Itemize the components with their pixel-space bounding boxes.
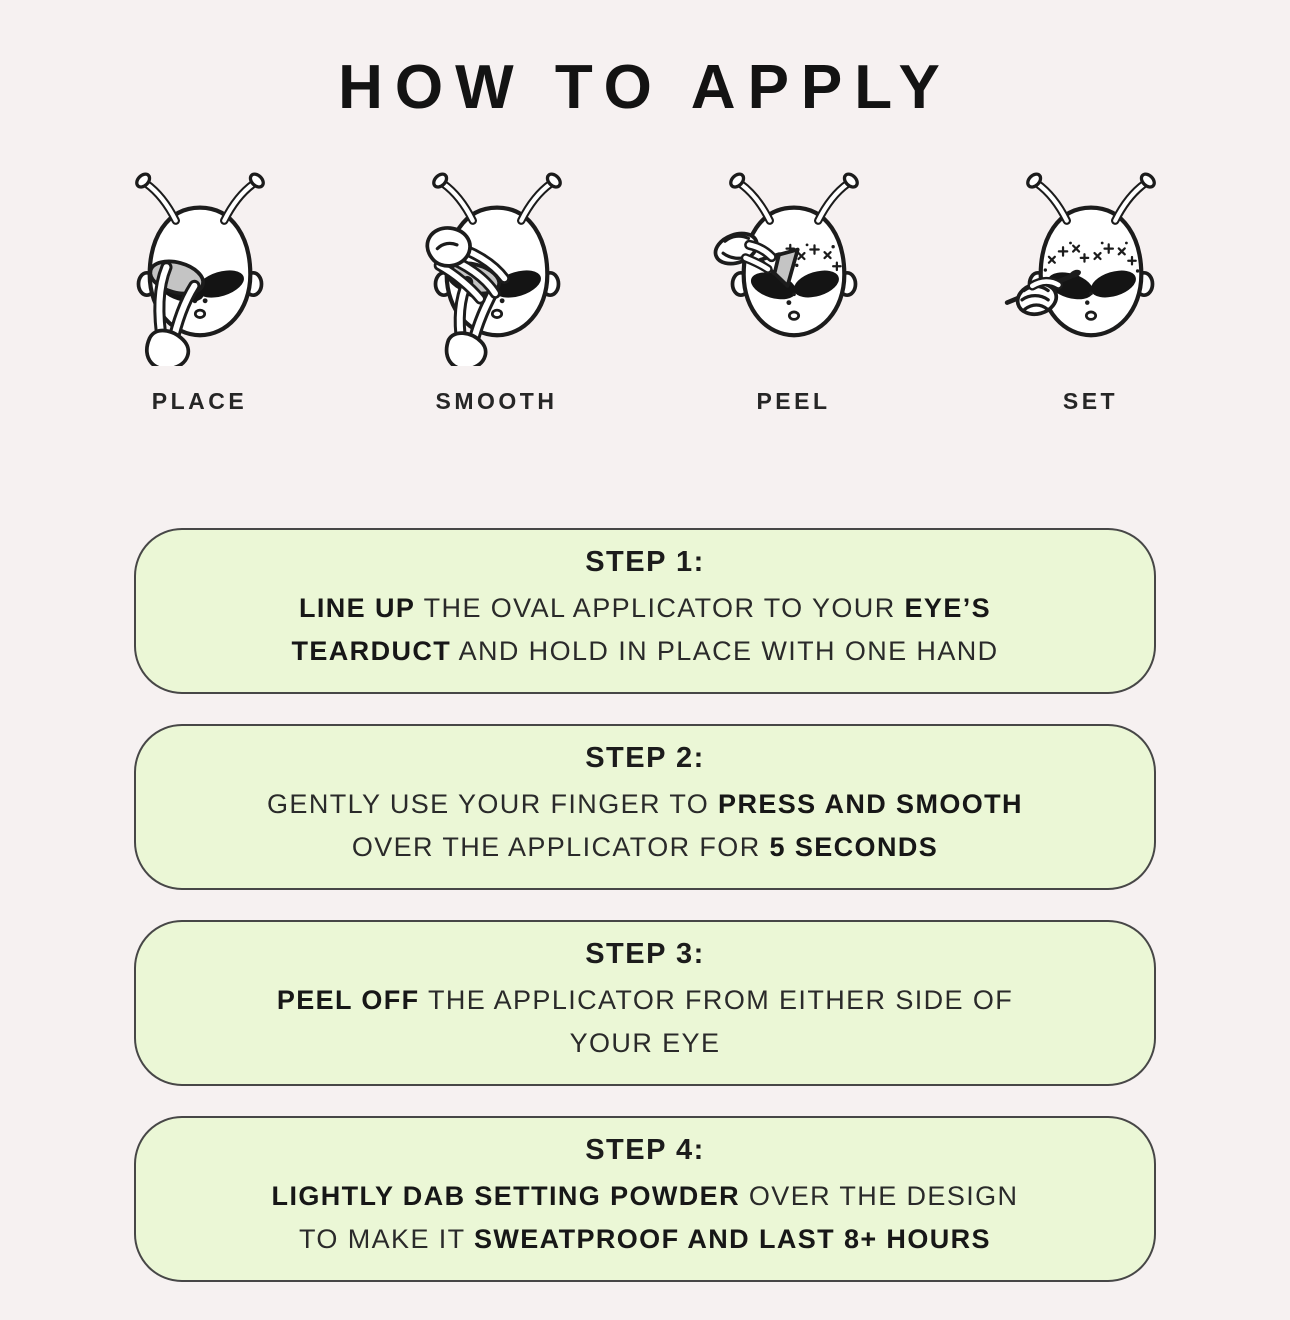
illustration-label-set: SET [1062,388,1119,414]
alien-set-icon [986,161,1196,366]
step-4-card [134,1116,1156,1282]
step-4-line-2: TO MAKE IT SWEATPROOF AND LAST 8+ HOURS [299,1223,991,1254]
step-2-card [134,724,1156,890]
step-1-heading: STEP 1: [585,545,705,578]
illustration-set [942,161,1239,415]
step-2-line-2: OVER THE APPLICATOR FOR 5 SECONDS [351,831,939,862]
alien-smooth-icon [392,161,602,366]
illustration-label-peel: PEEL [756,388,831,414]
illustration-place [51,161,348,415]
step-4-line-1: LIGHTLY DAB SETTING POWDER OVER THE DESIGN [271,1180,1019,1211]
step-cards [134,528,1156,1312]
step-1-line-2: TEARDUCT AND HOLD IN PLACE WITH ONE HAND [291,635,999,666]
alien-peel-icon [689,161,899,366]
step-2-heading: STEP 2: [585,741,705,774]
step-3-heading: STEP 3: [585,937,705,970]
step-1-line-1: LINE UP THE OVAL APPLICATOR TO YOUR EYE’S [298,592,992,623]
illustration-smooth [348,161,645,415]
step-3-card [134,920,1156,1086]
step-1-card [134,528,1156,694]
alien-place-icon [95,161,305,366]
illustration-peel [645,161,942,415]
step-3-line-1: PEEL OFF THE APPLICATOR FROM EITHER SIDE OF [276,984,1014,1015]
step-2-line-1: GENTLY USE YOUR FINGER TO PRESS AND SMOOTH [267,788,1023,819]
step-3-line-2: YOUR EYE [569,1027,721,1058]
illustration-row [0,161,1290,415]
page-title: HOW TO APPLY [338,53,952,122]
step-4-heading: STEP 4: [585,1133,705,1166]
illustration-label-smooth: SMOOTH [435,388,558,414]
illustration-label-place: PLACE [151,388,248,414]
